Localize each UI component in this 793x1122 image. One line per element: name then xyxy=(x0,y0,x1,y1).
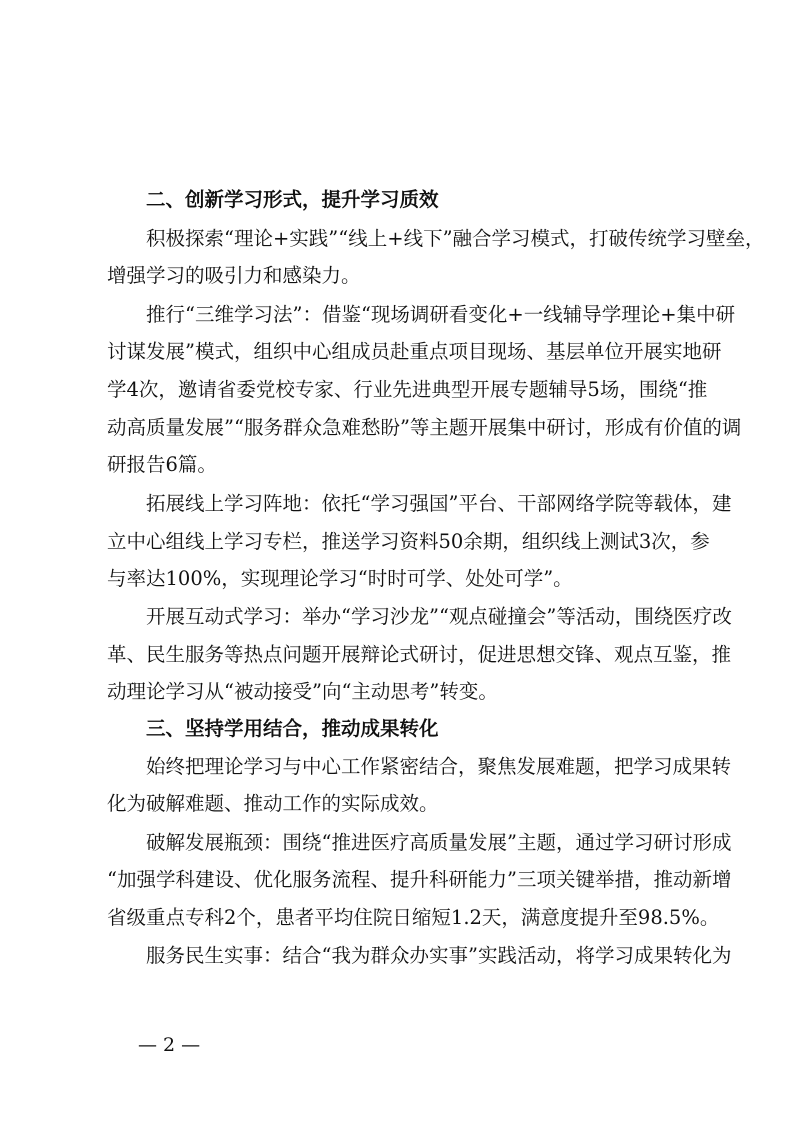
paragraph-line: 讨谋发展”模式，组织中心组成员赴重点项目现场、基层单位开展实地研 xyxy=(107,340,722,363)
paragraph-line: 动高质量发展”“服务群众急难愁盼”等主题开展集中研讨，形成有价值的调 xyxy=(107,416,742,439)
paragraph-line: 破解发展瓶颈：围绕“推进医疗高质量发展”主题，通过学习研讨形成 xyxy=(146,831,732,854)
paragraph-line: 推行“三维学习法”：借鉴“现场调研看变化+一线辅导学理论+集中研 xyxy=(146,303,736,326)
paragraph-line: 服务民生实事：结合“我为群众办实事”实践活动，将学习成果转化为 xyxy=(146,944,732,967)
paragraph-line: 省级重点专科2个，患者平均住院日缩短1.2天，满意度提升至98.5%。 xyxy=(107,906,720,929)
paragraph-line: 革、民生服务等热点问题开展辩论式研讨，促进思想交锋、观点互鉴，推 xyxy=(107,643,732,666)
paragraph-line: 立中心组线上学习专栏，推送学习资料50余期，组织线上测试3次，参 xyxy=(107,530,710,553)
paragraph-line: 积极探索“理论+实践”“线上+线下”融合学习模式，打破传统学习壁垒， xyxy=(146,227,765,250)
paragraph-line: 开展互动式学习：举办“学习沙龙”“观点碰撞会”等活动，围绕医疗改 xyxy=(146,605,732,628)
section-heading-2: 二、创新学习形式，提升学习质效 xyxy=(146,188,439,211)
paragraph-line: 增强学习的吸引力和感染力。 xyxy=(107,264,361,287)
paragraph-line: 始终把理论学习与中心工作紧密结合，聚焦发展难题，把学习成果转 xyxy=(146,755,732,778)
paragraph-line: 学4次，邀请省委党校专家、行业先进典型开展专题辅导5场，围绕“推 xyxy=(107,378,708,401)
paragraph-line: 与率达100%，实现理论学习“时时可学、处处可学”。 xyxy=(107,567,573,590)
paragraph-line: 化为破解难题、推动工作的实际成效。 xyxy=(107,792,439,815)
paragraph-line: 动理论学习从“被动接受”向“主动思考”转变。 xyxy=(107,680,498,703)
paragraph-line: 拓展线上学习阵地：依托“学习强国”平台、干部网络学院等载体，建 xyxy=(146,492,732,515)
page-number: — 2 — xyxy=(138,1034,201,1056)
paragraph-line: 研报告6篇。 xyxy=(107,453,217,476)
paragraph-line: “加强学科建设、优化服务流程、提升科研能力”三项关键举措，推动新增 xyxy=(107,868,732,891)
section-heading-3: 三、坚持学用结合，推动成果转化 xyxy=(146,717,439,740)
